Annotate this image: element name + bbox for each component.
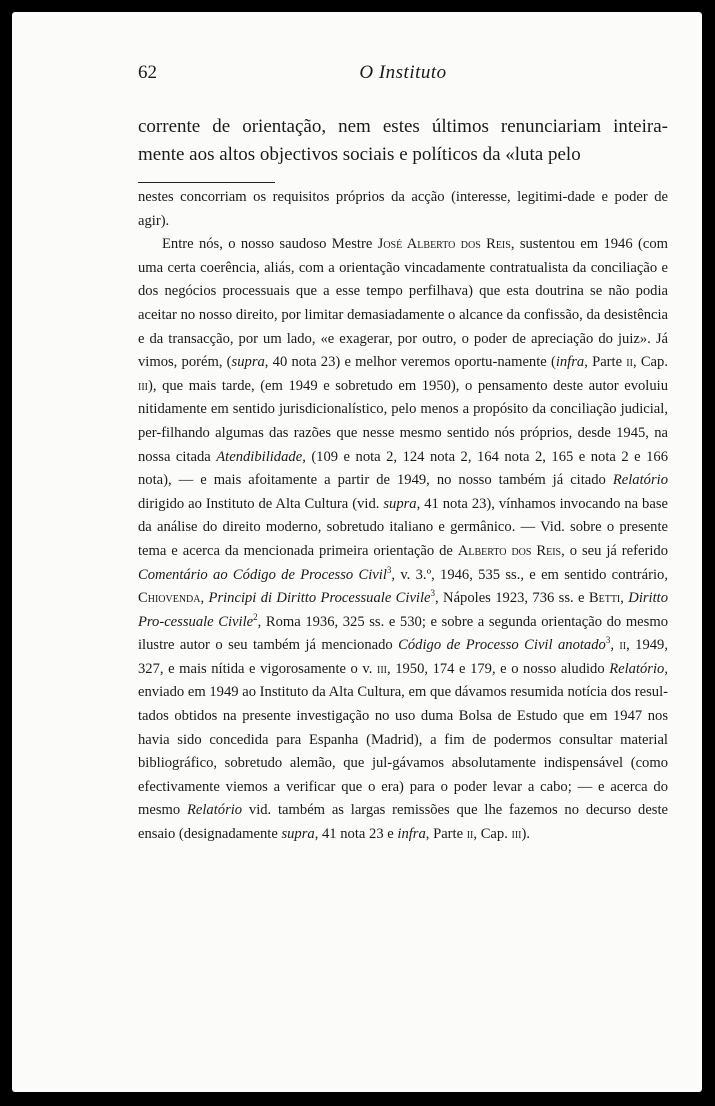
cross-reference: infra xyxy=(555,354,585,371)
footnote-text: Entre nós, o nosso saudoso Mestre xyxy=(162,236,378,253)
roman-numeral: iii xyxy=(138,377,148,394)
author-name: Betti xyxy=(588,590,621,607)
footnote-text: , (109 e nota 2, 124 nota 2, 164 nota 2, 165 e nota 2 e 166 nota), — e mais afoitamente a partir de 1949, no nosso também já citado xyxy=(138,448,668,489)
footnote-text: , sustentou em 1946 (com uma certa coerência, aliás, com a orientação vincadamente contratualista da conciliação e dos negócios processuais que a esse tempo perfilhava) que esta doutrina se não podia aceitar no nosso direito, por limitar demasiadamente o alcance da confissão, da desistência e da transacção, por um lado, «e exagerar, por outro, o poder de apreciação do juiz». Já vimos, porém, ( xyxy=(138,236,668,371)
footnote-text: , 40 nota 23) e melhor veremos oportu-namente ( xyxy=(264,354,556,371)
footnote-text: , 1950, 174 e 179, e o nosso aludido xyxy=(386,660,610,677)
footnote-text: vid. também as largas remissões que lhe fazemos no decurso deste ensaio (designadamente xyxy=(138,802,669,843)
cross-reference: supra xyxy=(281,826,315,843)
author-name: José Alberto dos Reis xyxy=(377,236,511,253)
roman-numeral: ii xyxy=(466,826,474,843)
footnote-text: , Cap. xyxy=(473,826,512,843)
footnote-text: ), que mais tarde, (em 1949 e sobretudo em 1950), o pensamento deste autor evoluiu nitidamente em sentido jurisdicionalístico, pelo menos a propósito da conciliação judicial, per-filhando algumas das razões que nesse mesmo sentido nós próprios, desde 1945, na nossa citada xyxy=(138,377,668,465)
page-number: 62 xyxy=(138,62,157,83)
work-title: Atendibilidade xyxy=(216,448,303,465)
roman-numeral: iii xyxy=(511,826,522,843)
footnote-text: , 1949, 327, e mais nítida e vigorosamente o v. xyxy=(138,637,668,677)
work-title: Relatório xyxy=(609,660,665,677)
roman-numeral: iii xyxy=(376,660,387,677)
work-title: Relatório xyxy=(186,802,243,819)
main-text xyxy=(138,113,668,169)
main-text-line: mente aos altos objectivos sociais e políticos da «luta pelo xyxy=(138,144,581,165)
running-head: O Instituto xyxy=(359,62,447,83)
page-header xyxy=(138,62,668,92)
cross-reference: supra xyxy=(383,495,417,512)
author-name: Alberto dos Reis xyxy=(457,542,562,559)
footnote-text: , 41 nota 23 e xyxy=(314,826,398,843)
cross-reference: supra xyxy=(231,354,265,371)
footnote-continuation: nestes concorriam os requisitos próprios da acção (interesse, legitimi-dade e poder de agir). xyxy=(138,189,668,229)
footnote-separator xyxy=(138,182,275,183)
footnote-text: , xyxy=(610,637,620,654)
footnotes xyxy=(138,186,668,847)
footnote-text: , Parte xyxy=(425,826,467,843)
work-title: Principi di Diritto Processuale Civile xyxy=(208,590,431,607)
author-name: Chiovenda xyxy=(138,590,201,607)
footnote-text: , 41 nota 23), vínhamos invocando na base da análise do direito moderno, sobretudo italiano e germânico. — Vid. sobre o presente tema e acerca da mencionada primeira orientação de xyxy=(138,495,668,559)
roman-numeral: ii xyxy=(626,354,633,371)
footnote-text: , Roma 1936, 325 ss. e 530; e sobre a segunda orientação do mesmo ilustre autor o seu também já mencionado xyxy=(138,613,668,654)
footnote-text: , Cap. xyxy=(632,354,668,371)
roman-numeral: ii xyxy=(619,637,627,654)
cross-reference: infra xyxy=(397,826,426,843)
footnote-text: , Parte xyxy=(584,354,627,371)
footnote-text: dirigido ao Instituto de Alta Cultura (vid. xyxy=(138,495,384,512)
work-title: Código de Processo Civil anotado xyxy=(398,637,606,654)
edition-superscript: 3 xyxy=(386,564,392,575)
footnote-text: , enviado em 1949 ao Instituto da Alta Cultura, em que dávamos resumida notícia dos resul-tados obtidos na presente investigação no uso duma Bolsa de Estudo que em 1947 nos havia sido concedida para Espanha (Madrid), a fim de podermos consultar material bibliográfico, sobretudo alemão, que jul-gávamos absolutamente indispensável (como efectivamente viemos a verificar que o era) para o poder levar a cabo; — e acerca do mesmo xyxy=(138,660,668,819)
footnote-paragraph xyxy=(138,233,668,846)
work-title: Relatório xyxy=(612,472,668,489)
footnote-text: ). xyxy=(521,826,531,843)
main-text-line: corrente de orientação, nem estes últimos renunciariam inteira- xyxy=(138,116,668,137)
edition-superscript: 3 xyxy=(605,635,611,646)
footnote-text: , xyxy=(620,590,629,607)
footnote-text: , xyxy=(200,590,209,607)
edition-superscript: 2 xyxy=(253,611,258,622)
footnote-text: , Nápoles 1923, 736 ss. e xyxy=(435,590,589,607)
footnote-text: , v. 3.º, 1946, 535 ss., e em sentido contrário, xyxy=(391,566,668,583)
edition-superscript: 3 xyxy=(430,588,436,599)
work-title: Diritto Pro-cessuale Civile xyxy=(138,590,669,630)
work-title: Comentário ao Código de Processo Civil xyxy=(138,566,387,583)
footnote-text: , o seu já referido xyxy=(561,542,668,559)
